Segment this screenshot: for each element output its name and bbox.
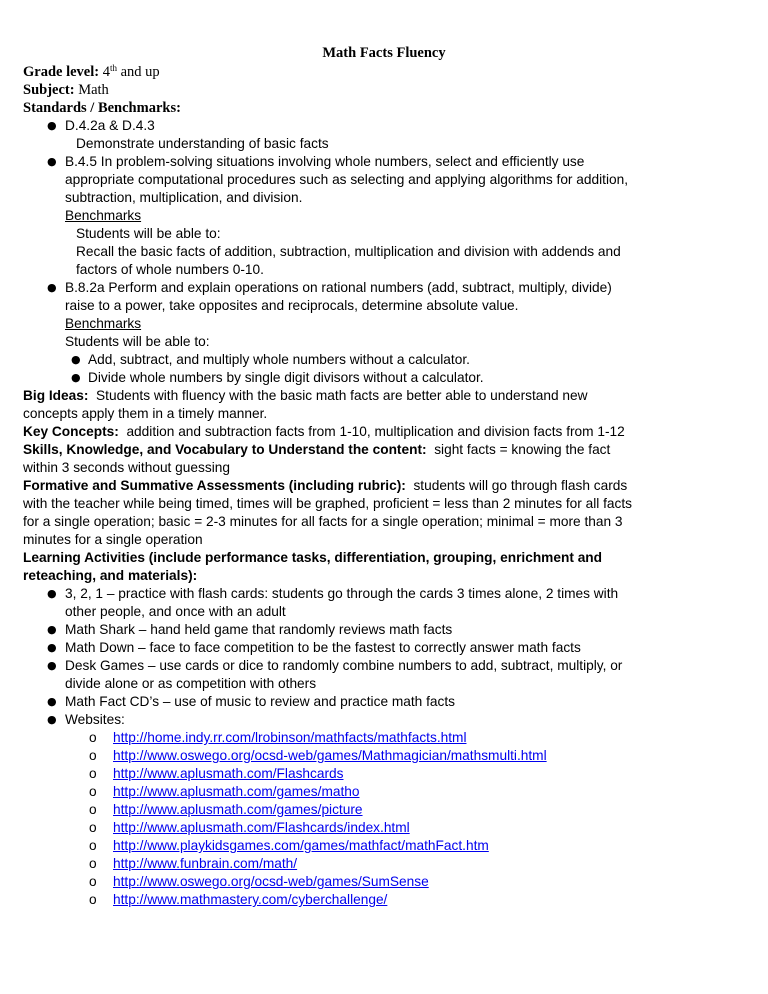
activity-item-websites xyxy=(23,711,749,729)
activity-text: Math Fact CD’s – use of music to review and practice math facts xyxy=(65,694,455,709)
big-ideas xyxy=(23,387,749,405)
subject-line xyxy=(23,81,749,99)
grade-level-value: 4th and up xyxy=(102,63,160,80)
circle-bullet-icon: o xyxy=(89,856,97,871)
document-title: Math Facts Fluency xyxy=(322,45,446,61)
standard-1-code: D.4.2a & D.4.3 xyxy=(65,118,155,133)
bullet-icon: ● xyxy=(47,281,57,294)
circle-bullet-icon: o xyxy=(89,730,97,745)
subject-value: Math xyxy=(78,82,109,98)
website-link-item xyxy=(23,765,749,783)
standard-3-line: B.8.2a Perform and explain operations on rational numbers (add, subtract, multiply, divide) xyxy=(65,280,612,295)
assessments xyxy=(23,477,749,495)
bullet-icon: ● xyxy=(71,371,81,384)
benchmark-line: factors of whole numbers 0-10. xyxy=(76,262,264,277)
activities-heading: Learning Activities (include performance tasks, differentiation, grouping, enrichment and xyxy=(23,550,603,565)
activity-text: Math Shark – hand held game that randomly reviews math facts xyxy=(65,622,453,637)
circle-bullet-icon: o xyxy=(89,820,97,835)
website-link[interactable]: http://www.aplusmath.com/Flashcards/index.html xyxy=(113,820,410,835)
key-concepts-label: Key Concepts: xyxy=(23,424,119,439)
website-link-item xyxy=(23,801,749,819)
circle-bullet-icon: o xyxy=(89,748,97,763)
skills-text: sight facts = knowing the fact xyxy=(426,442,611,457)
website-link[interactable]: http://www.funbrain.com/math/ xyxy=(113,856,298,871)
activity-text: other people, and once with an adult xyxy=(65,604,286,619)
activity-item xyxy=(23,657,749,693)
activity-text: Math Down – face to face competition to be the fastest to correctly answer math facts xyxy=(65,640,581,655)
website-link-item xyxy=(23,819,749,837)
big-ideas-label: Big Ideas: xyxy=(23,388,89,403)
standard-2-line: subtraction, multiplication, and division. xyxy=(65,190,303,205)
activity-item xyxy=(23,693,749,711)
website-link[interactable]: http://www.playkidsgames.com/games/mathfact/mathFact.htm xyxy=(113,838,489,853)
benchmarks-intro: Students will be able to: xyxy=(65,334,210,349)
standard-1-desc: Demonstrate understanding of basic facts xyxy=(76,136,329,151)
circle-bullet-icon: o xyxy=(89,892,97,907)
benchmark-item xyxy=(23,351,749,369)
standard-3-line: raise to a power, take opposites and reciprocals, determine absolute value. xyxy=(65,298,519,313)
document-body xyxy=(23,63,749,909)
website-link-item xyxy=(23,891,749,909)
activities-heading: reteaching, and materials): xyxy=(23,568,198,583)
assessments-text: students will go through flash cards xyxy=(405,478,628,493)
assessments-text: with the teacher while being timed, times will be graphed, proficient = less than 2 minutes for all facts xyxy=(23,496,633,511)
website-link[interactable]: http://www.aplusmath.com/games/matho xyxy=(113,784,360,799)
activity-item xyxy=(23,585,749,621)
assessments-text: for a single operation; basic = 2-3 minutes for all facts for a single operation; minimal = more than 3 xyxy=(23,514,623,529)
bullet-icon: ● xyxy=(47,659,57,672)
activity-text: Websites: xyxy=(65,712,125,727)
circle-bullet-icon: o xyxy=(89,838,97,853)
key-concepts-text: addition and subtraction facts from 1-10, multiplication and division facts from 1-12 xyxy=(118,424,625,439)
bullet-icon: ● xyxy=(71,353,81,366)
standard-2-line: B.4.5 In problem-solving situations involving whole numbers, select and efficiently use xyxy=(65,154,585,169)
activity-text: 3, 2, 1 – practice with flash cards: students go through the cards 3 times alone, 2 times with xyxy=(65,586,619,601)
website-link[interactable]: http://www.oswego.org/ocsd-web/games/SumSense xyxy=(113,874,429,889)
benchmark-item xyxy=(23,369,749,387)
activity-text: Desk Games – use cards or dice to randomly combine numbers to add, subtract, multiply, or xyxy=(65,658,623,673)
standard-2 xyxy=(23,153,749,279)
standards-heading: Standards / Benchmarks: xyxy=(23,100,181,116)
skills-label: Skills, Knowledge, and Vocabulary to Understand the content: xyxy=(23,442,427,457)
benchmarks-label: Benchmarks xyxy=(65,208,142,223)
skills-text: within 3 seconds without guessing xyxy=(23,460,230,475)
benchmark-item-text: Add, subtract, and multiply whole numbers without a calculator. xyxy=(88,352,470,367)
skills xyxy=(23,441,749,459)
grade-level-line xyxy=(23,63,749,81)
subject-label: Subject: xyxy=(23,82,75,98)
standard-1 xyxy=(23,117,749,153)
activity-item xyxy=(23,621,749,639)
bullet-icon: ● xyxy=(47,155,57,168)
standard-2-line: appropriate computational procedures such as selecting and applying algorithms for addition, xyxy=(65,172,629,187)
benchmarks-intro: Students will be able to: xyxy=(76,226,221,241)
website-link-item xyxy=(23,729,749,747)
bullet-icon: ● xyxy=(47,695,57,708)
website-link-item xyxy=(23,873,749,891)
website-link-item xyxy=(23,837,749,855)
circle-bullet-icon: o xyxy=(89,802,97,817)
activity-item xyxy=(23,639,749,657)
website-link[interactable]: http://www.oswego.org/ocsd-web/games/Mathmagician/mathsmulti.html xyxy=(113,748,547,763)
website-link[interactable]: http://home.indy.rr.com/lrobinson/mathfacts/mathfacts.html xyxy=(113,730,467,745)
big-ideas-text: Students with fluency with the basic math facts are better able to understand new xyxy=(88,388,588,403)
bullet-icon: ● xyxy=(47,119,57,132)
website-link-list xyxy=(23,729,749,909)
website-link[interactable]: http://www.mathmastery.com/cyberchallenge/ xyxy=(113,892,388,907)
benchmarks-label: Benchmarks xyxy=(65,316,142,331)
bullet-icon: ● xyxy=(47,623,57,636)
website-link-item xyxy=(23,747,749,765)
benchmark-line: Recall the basic facts of addition, subtraction, multiplication and division with addends and xyxy=(76,244,621,259)
circle-bullet-icon: o xyxy=(89,784,97,799)
website-link[interactable]: http://www.aplusmath.com/Flashcards xyxy=(113,766,344,781)
bullet-icon: ● xyxy=(47,641,57,654)
website-link-item xyxy=(23,855,749,873)
big-ideas-text: concepts apply them in a timely manner. xyxy=(23,406,268,421)
website-link[interactable]: http://www.aplusmath.com/games/picture xyxy=(113,802,363,817)
bullet-icon: ● xyxy=(47,713,57,726)
benchmark-item-text: Divide whole numbers by single digit divisors without a calculator. xyxy=(88,370,484,385)
assessments-label: Formative and Summative Assessments (including rubric): xyxy=(23,478,406,493)
assessments-text: minutes for a single operation xyxy=(23,532,203,547)
circle-bullet-icon: o xyxy=(89,766,97,781)
circle-bullet-icon: o xyxy=(89,874,97,889)
website-link-item xyxy=(23,783,749,801)
grade-level-label: Grade level: xyxy=(23,64,100,80)
key-concepts xyxy=(23,423,749,441)
activity-text: divide alone or as competition with others xyxy=(65,676,317,691)
standard-3 xyxy=(23,279,749,387)
bullet-icon: ● xyxy=(47,587,57,600)
